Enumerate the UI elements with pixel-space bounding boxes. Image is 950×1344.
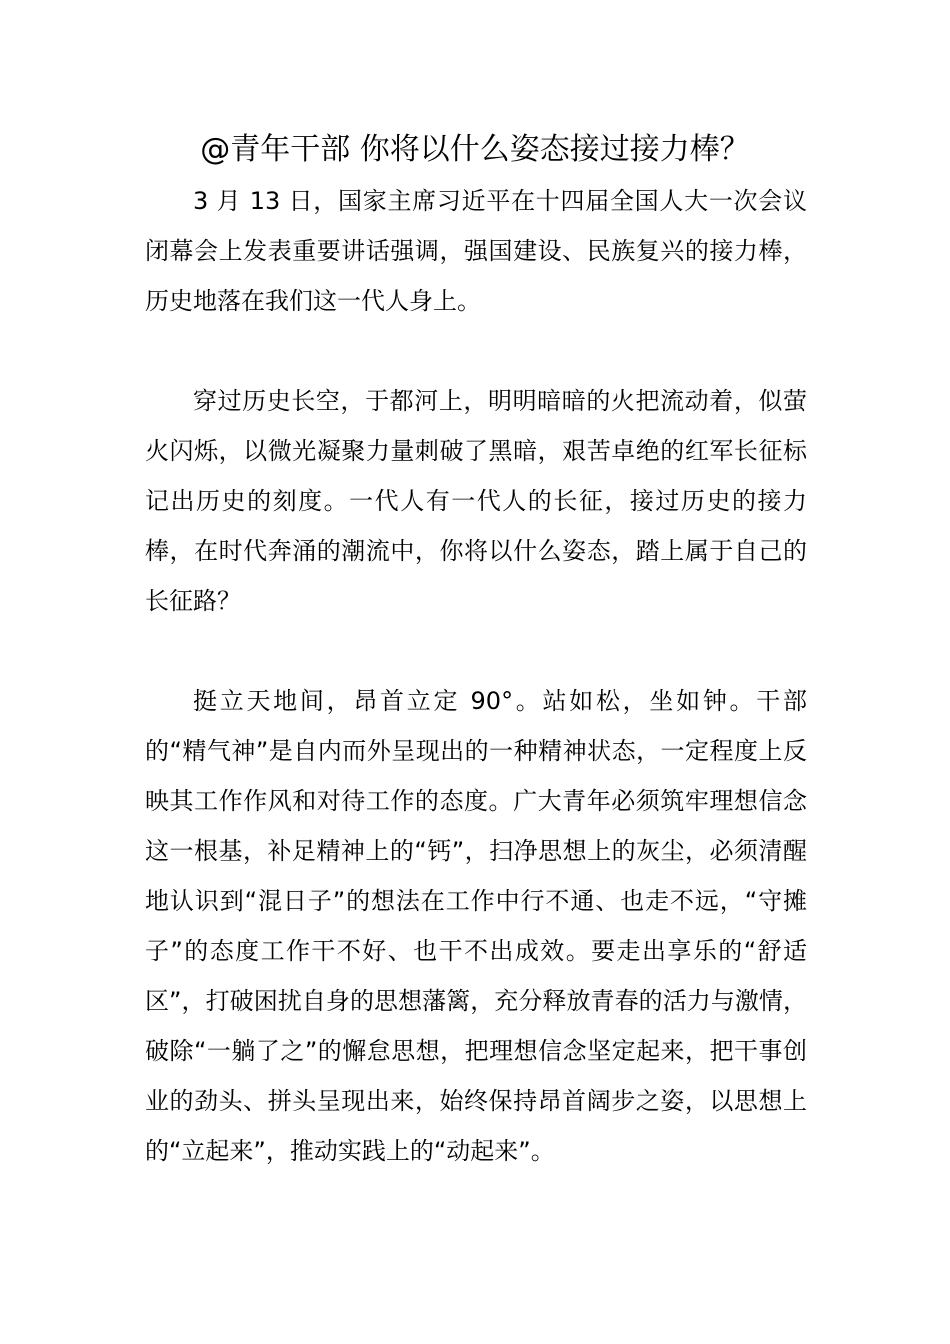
document-title: @青年干部 你将以什么姿态接过接力棒？ xyxy=(200,132,750,167)
paragraph-gap xyxy=(145,326,807,376)
document-body xyxy=(145,176,807,1176)
paragraph-3: 挺立天地间，昂首立定 90°。站如松，坐如钟。干部的“精气神”是自内而外呈现出的一种精神状态，一定程度上反映其工作作风和对待工作的态度。广大青年必须筑牢理想信念这一根基，补足精神上的“钙”，扫净思想上的灰尘，必须清醒地认识到“混日子”的想法在工作中行不通、也走不远，“守摊子”的态度工作干不好、也干不出成效。要走出享乐的“舒适区”，打破困扰自身的思想藩篱，充分释放青春的活力与激情，破除“一躺了之”的懈怠思想，把理想信念坚定起来，把干事创业的劲头、拼头呈现出来，始终保持昂首阔步之姿，以思想上的“立起来”，推动实践上的“动起来”。 xyxy=(145,687,807,1165)
paragraph-gap xyxy=(145,626,807,676)
paragraph-2: 穿过历史长空，于都河上，明明暗暗的火把流动着，似萤火闪烁，以微光凝聚力量刺破了黑暗，艰苦卓绝的红军长征标记出历史的刻度。一代人有一代人的长征，接过历史的接力棒，在时代奔涌的潮流中，你将以什么姿态，踏上属于自己的长征路？ xyxy=(145,387,807,615)
paragraph-1: 3 月 13 日，国家主席习近平在十四届全国人大一次会议闭幕会上发表重要讲话强调，强国建设、民族复兴的接力棒，历史地落在我们这一代人身上。 xyxy=(145,187,807,315)
